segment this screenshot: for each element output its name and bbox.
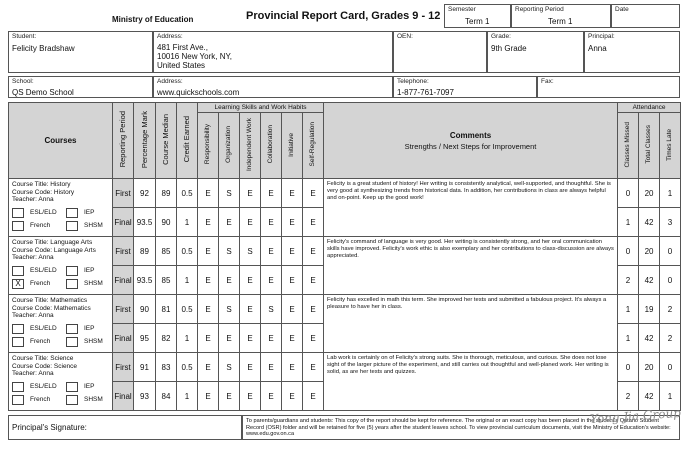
initiative-header <box>282 113 303 179</box>
reporting-period-cell: Final <box>113 324 134 353</box>
credit-earned-cell: 1 <box>177 382 198 411</box>
organization-cell: S <box>219 353 240 382</box>
date-label: Date <box>615 6 629 13</box>
footer-notice: To parents/guardians and students: This copy of the report should be kept for reference. The original or an exact copy has been placed in the student's Ontario Student Record (OSR) folder and will be retained for five (5) years after the student leaves school. To view provincial curriculum documents, visit the Ministry of Education's website: www.edu.gov.on.ca <box>246 418 671 438</box>
student-box <box>8 31 153 73</box>
signature-box <box>8 415 242 440</box>
address-line-2: 10016 New York, NY, <box>157 52 233 61</box>
comments-header-subtitle: Strengths / Next Steps for Improvement <box>404 141 537 151</box>
comments-header <box>324 103 618 179</box>
self-regulation-header-text: Self-Regulation <box>309 122 316 167</box>
address-label: Address: <box>157 33 183 40</box>
collaboration-cell: E <box>261 353 282 382</box>
school-address-box <box>153 76 393 98</box>
organization-cell: E <box>219 208 240 237</box>
self-regulation-cell: E <box>303 179 324 208</box>
percentage-mark-header <box>134 103 156 179</box>
oen-label: OEN: <box>397 33 413 40</box>
percentage-mark-cell: 91 <box>134 353 156 382</box>
total-classes-header <box>639 113 660 179</box>
independent-work-cell: E <box>240 266 261 295</box>
self-regulation-cell: E <box>303 353 324 382</box>
school-name: QS Demo School <box>12 88 74 97</box>
credit-earned-cell: 0.5 <box>177 295 198 324</box>
independent-work-cell: E <box>240 353 261 382</box>
total-classes-cell: 20 <box>639 237 660 266</box>
student-address-box <box>153 31 393 73</box>
classes-missed-cell: 0 <box>618 353 639 382</box>
grades-table <box>8 102 681 411</box>
oen-box <box>393 31 487 73</box>
collaboration-cell: E <box>261 237 282 266</box>
shsm-label: SHSM <box>84 395 103 403</box>
course-info-cell <box>9 353 113 411</box>
course-teacher: Teacher: Anna <box>12 254 54 261</box>
total-classes-cell: 20 <box>639 353 660 382</box>
organization-cell: E <box>219 382 240 411</box>
course-teacher: Teacher: Anna <box>12 312 54 319</box>
collaboration-cell: E <box>261 324 282 353</box>
independent-work-header <box>240 113 261 179</box>
reporting-period-cell: Final <box>113 208 134 237</box>
courses-header-text: Courses <box>44 136 77 145</box>
organization-cell: E <box>219 324 240 353</box>
self-regulation-cell: E <box>303 324 324 353</box>
self-regulation-header <box>303 113 324 179</box>
esl-checkbox[interactable] <box>12 324 24 334</box>
address-line-3: United States <box>157 61 206 70</box>
classes-missed-cell: 1 <box>618 295 639 324</box>
responsibility-cell: E <box>198 353 219 382</box>
responsibility-cell: E <box>198 295 219 324</box>
course-code: Course Code: Mathematics <box>12 304 91 312</box>
responsibility-cell: E <box>198 179 219 208</box>
times-late-cell: 2 <box>660 324 681 353</box>
shsm-checkbox[interactable] <box>66 395 78 405</box>
french-checkbox[interactable] <box>12 337 24 347</box>
initiative-cell: E <box>282 179 303 208</box>
french-checkbox[interactable] <box>12 395 24 405</box>
grade-value: 9th Grade <box>491 44 527 53</box>
course-info-cell <box>9 179 113 237</box>
initiative-cell: E <box>282 208 303 237</box>
organization-cell: S <box>219 237 240 266</box>
times-late-cell: 1 <box>660 179 681 208</box>
reporting-period-header <box>113 103 134 179</box>
percentage-mark-cell: 89 <box>134 237 156 266</box>
organization-header-text: Organization <box>225 126 232 163</box>
percentage-mark-cell: 93.5 <box>134 208 156 237</box>
times-late-cell: 0 <box>660 353 681 382</box>
reporting-period-cell: Final <box>113 266 134 295</box>
course-median-cell: 82 <box>156 324 177 353</box>
credit-earned-header-text: Credit Earned <box>182 116 191 163</box>
responsibility-cell: E <box>198 266 219 295</box>
initiative-cell: E <box>282 237 303 266</box>
credit-earned-cell: 1 <box>177 324 198 353</box>
course-info-cell <box>9 237 113 295</box>
telephone-label: Telephone: <box>397 78 429 85</box>
grade-label: Grade: <box>491 33 511 40</box>
principal-name: Anna <box>588 44 607 53</box>
classes-missed-cell: 0 <box>618 237 639 266</box>
esl-checkbox[interactable] <box>12 382 24 392</box>
times-late-header <box>660 113 681 179</box>
esl-checkbox[interactable] <box>12 266 24 276</box>
period-box <box>511 4 611 28</box>
times-late-cell: 1 <box>660 382 681 411</box>
course-teacher: Teacher: Anna <box>12 370 54 377</box>
initiative-cell: E <box>282 324 303 353</box>
ministry-label: Ministry of Education <box>112 15 194 24</box>
esl-checkbox[interactable] <box>12 208 24 218</box>
total-classes-cell: 19 <box>639 295 660 324</box>
course-median-cell: 85 <box>156 237 177 266</box>
french-label: French <box>30 221 51 229</box>
french-label: French <box>30 337 51 345</box>
courses-header <box>9 103 113 179</box>
comment-cell: Felicity has excelled in math this term. She improved her tests and submitted a fabulous project. It's always a pleasure to have her in class. <box>324 295 618 353</box>
comment-cell: Lab work is certainly on of Felicity's strong suits. She is thorough, meticulous, and curious. She does not lose sight of the larger picture of the experiment, and still carries out thoughtful and well-planed work. Her writing is solid, as are her tests and quizzes. <box>324 353 618 411</box>
iep-checkbox[interactable] <box>66 324 78 334</box>
period-value: Term 1 <box>548 17 573 26</box>
signature-label: Principal's Signature: <box>12 423 87 432</box>
percentage-mark-cell: 93.5 <box>134 266 156 295</box>
self-regulation-cell: E <box>303 382 324 411</box>
self-regulation-cell: E <box>303 266 324 295</box>
shsm-label: SHSM <box>84 337 103 345</box>
initiative-cell: E <box>282 295 303 324</box>
credit-earned-cell: 0.5 <box>177 353 198 382</box>
iep-checkbox[interactable] <box>66 208 78 218</box>
iep-label: IEP <box>84 208 95 216</box>
student-name: Felicity Bradshaw <box>12 44 75 53</box>
total-classes-cell: 42 <box>639 382 660 411</box>
school-address-label: Address: <box>157 78 183 85</box>
fax-box <box>537 76 680 98</box>
date-box <box>611 4 680 28</box>
shsm-checkbox[interactable] <box>66 279 78 289</box>
course-median-cell: 84 <box>156 382 177 411</box>
school-box <box>8 76 153 98</box>
comment-cell: Felicity's command of language is very good. Her writing is consistently strong, and her oral communication skills have improved. Felicity's work ethic is also exemplary and her contributions to class-discussion are always appreciated. <box>324 237 618 295</box>
independent-work-cell: E <box>240 324 261 353</box>
independent-work-cell: E <box>240 382 261 411</box>
total-classes-cell: 42 <box>639 266 660 295</box>
total-classes-cell: 20 <box>639 179 660 208</box>
course-info-cell <box>9 295 113 353</box>
course-title: Course Title: Language Arts <box>12 239 93 246</box>
principal-label: Principal: <box>588 33 615 40</box>
times-late-cell: 2 <box>660 295 681 324</box>
watermark: Yong Jia Group <box>589 405 682 427</box>
course-rows <box>9 179 681 411</box>
learning-skills-header: Learning Skills and Work Habits <box>198 103 324 113</box>
attendance-header: Attendance <box>618 103 681 113</box>
independent-work-cell: E <box>240 208 261 237</box>
report-title: Provincial Report Card, Grades 9 - 12 <box>246 10 441 22</box>
percentage-mark-cell: 92 <box>134 179 156 208</box>
independent-work-cell: E <box>240 295 261 324</box>
credit-earned-cell: 0.5 <box>177 237 198 266</box>
course-median-cell: 85 <box>156 266 177 295</box>
reporting-period-cell: First <box>113 353 134 382</box>
classes-missed-header <box>618 113 639 179</box>
french-checkbox[interactable]: X <box>12 279 24 289</box>
iep-label: IEP <box>84 324 95 332</box>
total-classes-cell: 42 <box>639 208 660 237</box>
initiative-cell: E <box>282 382 303 411</box>
credit-earned-cell: 1 <box>177 266 198 295</box>
percentage-mark-cell: 95 <box>134 324 156 353</box>
collaboration-cell: E <box>261 208 282 237</box>
times-late-cell: 0 <box>660 266 681 295</box>
course-title: Course Title: History <box>12 181 71 188</box>
course-code: Course Code: Language Arts <box>12 246 96 254</box>
address-line-1: 481 First Ave., <box>157 43 208 52</box>
initiative-header-text: Initiative <box>288 132 295 157</box>
collaboration-cell: E <box>261 179 282 208</box>
semester-value: Term 1 <box>465 17 490 26</box>
initiative-cell: E <box>282 353 303 382</box>
semester-box <box>444 4 511 28</box>
course-median-cell: 90 <box>156 208 177 237</box>
collaboration-cell: S <box>261 295 282 324</box>
classes-missed-cell: 1 <box>618 208 639 237</box>
organization-cell: E <box>219 266 240 295</box>
course-title: Course Title: Mathematics <box>12 297 88 304</box>
french-label: French <box>30 279 51 287</box>
independent-work-cell: S <box>240 237 261 266</box>
collaboration-header <box>261 113 282 179</box>
iep-checkbox[interactable] <box>66 382 78 392</box>
responsibility-cell: E <box>198 237 219 266</box>
self-regulation-cell: E <box>303 208 324 237</box>
course-median-cell: 89 <box>156 179 177 208</box>
comment-cell: Felicity is a great student of history! Her writing is consistently analytical, well-supported, and thoughtful. She is very good at synthesizing trends from historical data. In addition, her contributions in class are always helpful and on-point. Keep up the good work! <box>324 179 618 237</box>
organization-cell: S <box>219 179 240 208</box>
classes-missed-cell: 2 <box>618 382 639 411</box>
esl-label: ESL/ELD <box>30 382 57 390</box>
esl-label: ESL/ELD <box>30 266 57 274</box>
course-row <box>9 179 681 208</box>
course-title: Course Title: Science <box>12 355 74 362</box>
responsibility-cell: E <box>198 382 219 411</box>
grade-box <box>487 31 584 73</box>
reporting-period-header-text: Reporting Period <box>118 111 127 168</box>
telephone-value: 1-877-761-7097 <box>397 88 454 97</box>
credit-earned-cell: 0.5 <box>177 179 198 208</box>
course-row <box>9 295 681 324</box>
independent-work-cell: E <box>240 179 261 208</box>
course-median-cell: 81 <box>156 295 177 324</box>
credit-earned-cell: 1 <box>177 208 198 237</box>
reporting-period-cell: Final <box>113 382 134 411</box>
iep-label: IEP <box>84 382 95 390</box>
shsm-label: SHSM <box>84 221 103 229</box>
reporting-period-cell: First <box>113 179 134 208</box>
classes-missed-header-text: Classes Missed <box>624 121 632 168</box>
course-median-cell: 83 <box>156 353 177 382</box>
school-label: School: <box>12 78 34 85</box>
fax-label: Fax: <box>541 78 554 85</box>
total-classes-cell: 42 <box>639 324 660 353</box>
percentage-mark-header-text: Percentage Mark <box>139 110 149 169</box>
comments-header-title: Comments <box>449 130 492 140</box>
school-address-value: www.quickschools.com <box>157 88 240 97</box>
responsibility-header-text: Responsibility <box>204 124 211 165</box>
reporting-period-cell: First <box>113 295 134 324</box>
classes-missed-cell: 2 <box>618 266 639 295</box>
shsm-label: SHSM <box>84 279 103 287</box>
percentage-mark-cell: 93 <box>134 382 156 411</box>
credit-earned-header <box>177 103 198 179</box>
semester-label: Semester <box>448 6 476 13</box>
percentage-mark-cell: 90 <box>134 295 156 324</box>
shsm-checkbox[interactable] <box>66 337 78 347</box>
collaboration-cell: E <box>261 266 282 295</box>
independent-work-header-text: Independent Work <box>246 118 253 171</box>
telephone-box <box>393 76 537 98</box>
times-late-header-text: Times Late <box>666 128 674 161</box>
period-label: Reporting Period <box>515 6 564 13</box>
self-regulation-cell: E <box>303 295 324 324</box>
initiative-cell: E <box>282 266 303 295</box>
total-classes-header-text: Total Classes <box>645 125 653 164</box>
collaboration-header-text: Collaboration <box>267 125 274 164</box>
course-row <box>9 237 681 266</box>
student-label: Student: <box>12 33 37 40</box>
self-regulation-cell: E <box>303 237 324 266</box>
course-row <box>9 353 681 382</box>
times-late-cell: 3 <box>660 208 681 237</box>
responsibility-cell: E <box>198 208 219 237</box>
iep-label: IEP <box>84 266 95 274</box>
classes-missed-cell: 0 <box>618 179 639 208</box>
classes-missed-cell: 1 <box>618 324 639 353</box>
reporting-period-cell: First <box>113 237 134 266</box>
responsibility-cell: E <box>198 324 219 353</box>
times-late-cell: 0 <box>660 237 681 266</box>
iep-checkbox[interactable] <box>66 266 78 276</box>
principal-box <box>584 31 680 73</box>
course-median-header-text: Course Median <box>161 114 170 165</box>
organization-cell: S <box>219 295 240 324</box>
french-label: French <box>30 395 51 403</box>
shsm-checkbox[interactable] <box>66 221 78 231</box>
organization-header <box>219 113 240 179</box>
responsibility-header <box>198 113 219 179</box>
french-checkbox[interactable] <box>12 221 24 231</box>
esl-label: ESL/ELD <box>30 208 57 216</box>
course-code: Course Code: History <box>12 188 75 196</box>
course-teacher: Teacher: Anna <box>12 196 54 203</box>
esl-label: ESL/ELD <box>30 324 57 332</box>
course-code: Course Code: Science <box>12 362 78 370</box>
course-median-header <box>156 103 177 179</box>
collaboration-cell: E <box>261 382 282 411</box>
